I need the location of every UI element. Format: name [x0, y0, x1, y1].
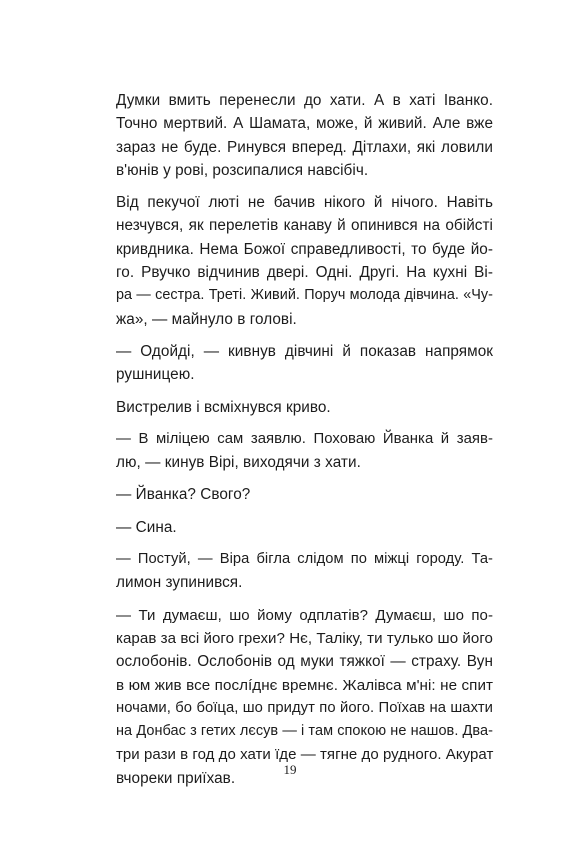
text-line: — Постуй, — Віра бігла слідом по міжці городу. Та-: [116, 551, 493, 568]
paragraph: [91, 483, 493, 506]
text-line: — Ти думаєш, шо йому одплатів? Думаєш, шо по-: [116, 606, 493, 624]
text-line: лимон зупинився.: [116, 574, 243, 592]
paragraph: [91, 89, 493, 182]
text-line: — Йванка? Свого?: [116, 486, 251, 504]
text-line: незчувся, як перелетів канаву й опинився на обійсті: [116, 217, 493, 235]
paragraph: [91, 396, 493, 419]
text-line: Від пекучої люті не бачив нікого й нічого. Навіть: [116, 194, 493, 212]
text-line: зараз не буде. Ринувся вперед. Дітлахи, які ловили: [116, 138, 493, 156]
text-line: Вистрелив і всміхнувся криво.: [116, 398, 331, 416]
text-line: вчореки приїхав.: [116, 769, 236, 787]
text-line: на Донбас з гетих лєсув — і там спокою не нашов. Два-: [116, 723, 493, 740]
text-line: — Одойді, — кивнув дівчині й показав напрямок: [116, 342, 493, 360]
text-line: три рази в год до хати їде — тягне до рудного. Акурат: [116, 746, 494, 764]
text-line: ра — сестра. Треті. Живий. Поруч молода дівчина. «Чу-: [116, 287, 493, 304]
text-line: — Сина.: [116, 518, 177, 536]
text-line: го. Рвучко відчинив двері. Одні. Другі. На кухні Ві-: [116, 264, 493, 282]
text-line: в юм жив все послíднє времнє. Жалівса м'ні: не спит: [116, 676, 493, 694]
text-line: в'юнів у рові, розсипалися навсібіч.: [116, 161, 369, 179]
page-number: 19: [283, 762, 297, 777]
text-line: ослобонів. Ослобонів од муки тяжкої — страху. Вун: [116, 653, 493, 671]
text-line: Думки вмить перенесли до хати. А в хаті Іванко.: [116, 92, 493, 109]
paragraph: [91, 191, 493, 331]
text-line: лю, — кинув Вірі, виходячи з хати.: [116, 454, 361, 472]
paragraph: [91, 548, 493, 595]
paragraph: [91, 516, 493, 539]
paragraph: [91, 428, 493, 475]
body-text: [91, 89, 493, 790]
text-line: карав за всі його грехи? Нє, Таліку, ти тулько шо його: [116, 629, 493, 647]
text-line: ночами, бо боїца, шо придут по його. Поїхав на шахти: [116, 699, 493, 716]
text-line: рушницею.: [116, 366, 195, 384]
text-line: — В міліцею сам заявлю. Поховаю Йванка й заяв-: [116, 430, 493, 447]
text-line: кривдника. Нема Божої справедливості, то буде йо-: [116, 240, 493, 258]
text-line: жа», — майнуло в голові.: [116, 310, 297, 328]
text-line: Точно мертвий. А Шамата, може, й живий. Але вже: [116, 115, 493, 133]
paragraph: [91, 340, 493, 387]
